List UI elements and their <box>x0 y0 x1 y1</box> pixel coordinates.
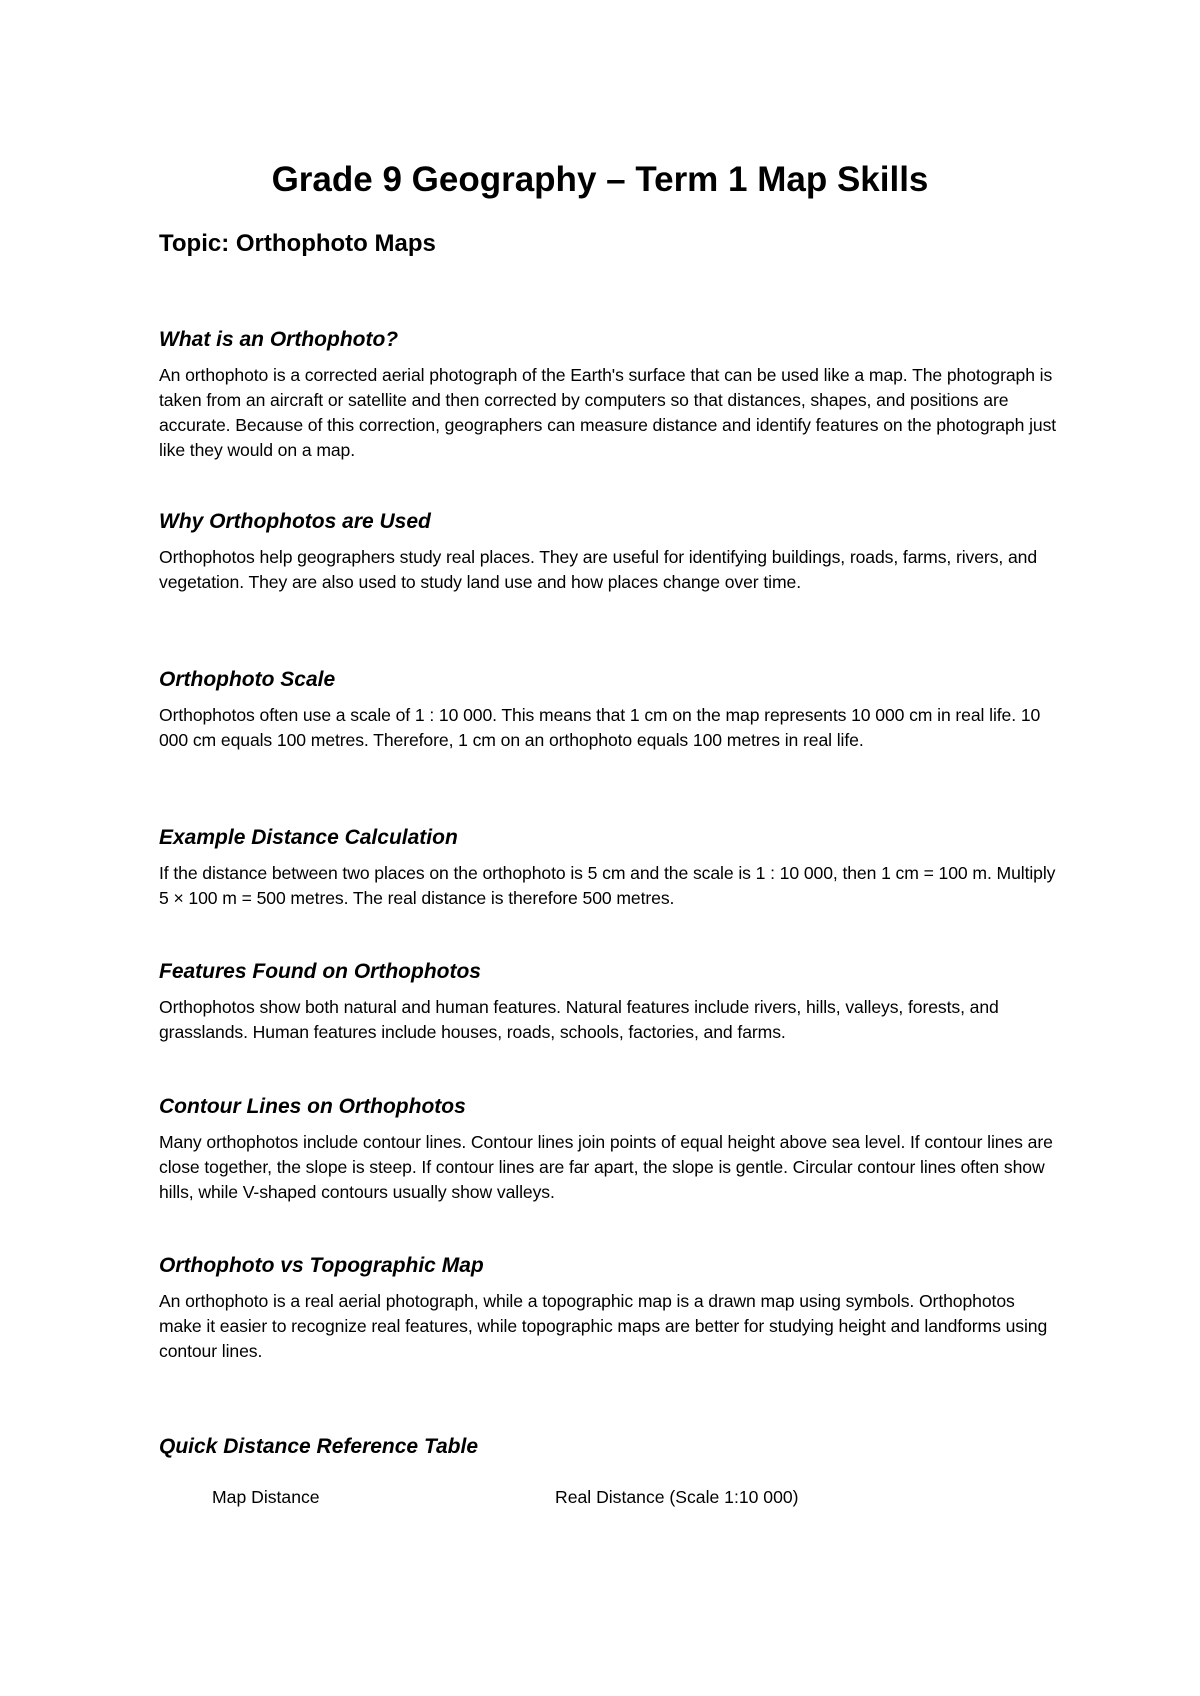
section-body: Orthophotos show both natural and human features. Natural features include rivers, hills, valleys, forests, and grasslands. Human features include houses, roads, schools, factories, and farms. <box>159 997 999 1042</box>
section-body: If the distance between two places on the orthophoto is 5 cm and the scale is 1 : 10 000, then 1 cm = 100 m. Multiply 5 × 100 m = 500 metres. The real distance is therefore 500 metres. <box>159 863 1056 908</box>
table-header-real-distance: Real Distance (Scale 1:10 000) <box>555 1487 799 1507</box>
section-body: An orthophoto is a corrected aerial photograph of the Earth's surface that can be used like a map. The photograph is taken from an aircraft or satellite and then corrected by computers so that distances, shapes, and positions are accurate. Because of this correction, geographers can measure distance and identify features on the photograph just like they would on a map. <box>159 365 1057 460</box>
section-body: An orthophoto is a real aerial photograph, while a topographic map is a drawn map using symbols. Orthophotos make it easier to recognize real features, while topographic maps are better for studying height and landforms using contour lines. <box>159 1291 1048 1361</box>
section-contour-lines <box>159 1093 1059 1205</box>
section-what-is-orthophoto <box>159 326 1059 463</box>
section-heading: What is an Orthophoto? <box>159 328 399 351</box>
section-body: Orthophotos often use a scale of 1 : 10 000. This means that 1 cm on the map represents 10 000 cm in real life. 10 000 cm equals 100 metres. Therefore, 1 cm on an orthophoto equals 100 metres in real life. <box>159 705 1041 750</box>
section-heading: Orthophoto vs Topographic Map <box>159 1254 484 1277</box>
section-heading: Orthophoto Scale <box>159 668 336 691</box>
reference-table-heading: Quick Distance Reference Table <box>159 1435 479 1458</box>
document-title: Grade 9 Geography – Term 1 Map Skills <box>271 160 929 199</box>
section-orthophoto-vs-topographic <box>159 1252 1059 1364</box>
section-scale <box>159 666 1059 753</box>
section-why-used <box>159 508 1059 595</box>
topic-heading: Topic: Orthophoto Maps <box>159 230 436 257</box>
section-body: Orthophotos help geographers study real places. They are useful for identifying buildings, roads, farms, rivers, and vegetation. They are also used to study land use and how places change over time. <box>159 547 1038 592</box>
section-heading: Why Orthophotos are Used <box>159 510 431 533</box>
section-heading: Features Found on Orthophotos <box>159 960 481 983</box>
section-distance-calculation <box>159 824 1059 911</box>
section-heading: Example Distance Calculation <box>159 826 458 849</box>
section-heading: Contour Lines on Orthophotos <box>159 1095 466 1118</box>
section-reference-table <box>159 1433 1059 1461</box>
section-features <box>159 958 1059 1045</box>
section-body: Many orthophotos include contour lines. Contour lines join points of equal height above sea level. If contour lines are close together, the slope is steep. If contour lines are far apart, the slope is gentle. Circular contour lines often show hills, while V-shaped contours usually show valleys. <box>159 1132 1053 1202</box>
table-header-map-distance: Map Distance <box>212 1487 320 1507</box>
